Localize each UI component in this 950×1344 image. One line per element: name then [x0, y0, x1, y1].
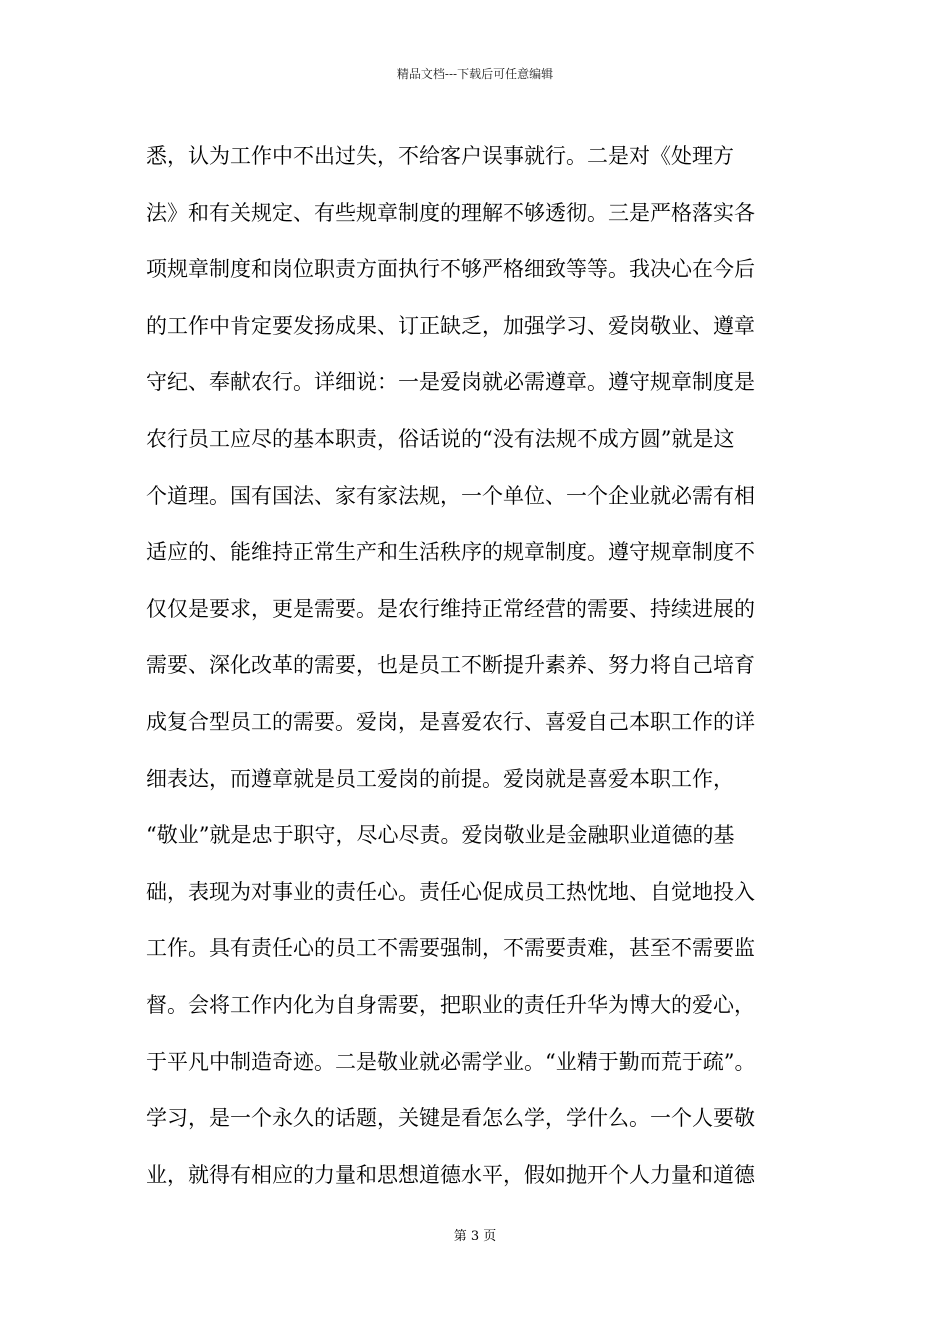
body-line: 的工作中肯定要发扬成果、订正缺乏，加强学习、爱岗敬业、遵章	[146, 313, 755, 338]
body-line: 督。会将工作内化为自身需要，把职业的责任升华为博大的爱心，	[146, 992, 755, 1017]
body-line: 于平凡中制造奇迹。二是敬业就必需学业。“业精于勤而荒于疏”。	[146, 1049, 756, 1074]
body-line: “敬业”就是忠于职守，尽心尽责。爱岗敬业是金融职业道德的基	[146, 823, 735, 848]
body-line: 础，表现为对事业的责任心。责任心促成员工热忱地、自觉地投入	[146, 879, 755, 904]
body-line: 适应的、能维持正常生产和生活秩序的规章制度。遵守规章制度不	[146, 540, 755, 565]
document-body	[146, 128, 826, 1203]
body-line: 农行员工应尽的基本职责，俗话说的“没有法规不成方圆”就是这	[146, 426, 735, 451]
page-header: 精品文档---下载后可任意编辑	[396, 67, 554, 81]
body-line: 仅仅是要求，更是需要。是农行维持正常经营的需要、持续进展的	[146, 596, 755, 621]
body-line: 项规章制度和岗位职责方面执行不够严格细致等等。我决心在今后	[146, 257, 755, 282]
body-line: 需要、深化改革的需要，也是员工不断提升素养、努力将自己培育	[146, 653, 755, 678]
body-line: 学习，是一个永久的话题，关键是看怎么学，学什么。一个人要敬	[146, 1106, 755, 1131]
body-line: 悉，认为工作中不出过失，不给客户误事就行。二是对《处理方	[146, 144, 734, 168]
body-line: 法》和有关规定、有些规章制度的理解不够透彻。三是严格落实各	[146, 200, 755, 225]
body-line: 守纪、奉献农行。详细说：一是爱岗就必需遵章。遵守规章制度是	[146, 370, 755, 395]
page-number: 第 3 页	[453, 1229, 497, 1244]
body-line: 业，就得有相应的力量和思想道德水平，假如抛开个人力量和道德	[146, 1162, 755, 1187]
body-line: 细表达，而遵章就是员工爱岗的前提。爱岗就是喜爱本职工作，	[146, 766, 734, 791]
body-line: 个道理。国有国法、家有家法规，一个单位、一个企业就必需有相	[146, 483, 755, 508]
body-line: 成复合型员工的需要。爱岗，是喜爱农行、喜爱自己本职工作的详	[146, 709, 755, 734]
body-line: 工作。具有责任心的员工不需要强制，不需要责难，甚至不需要监	[146, 936, 755, 961]
